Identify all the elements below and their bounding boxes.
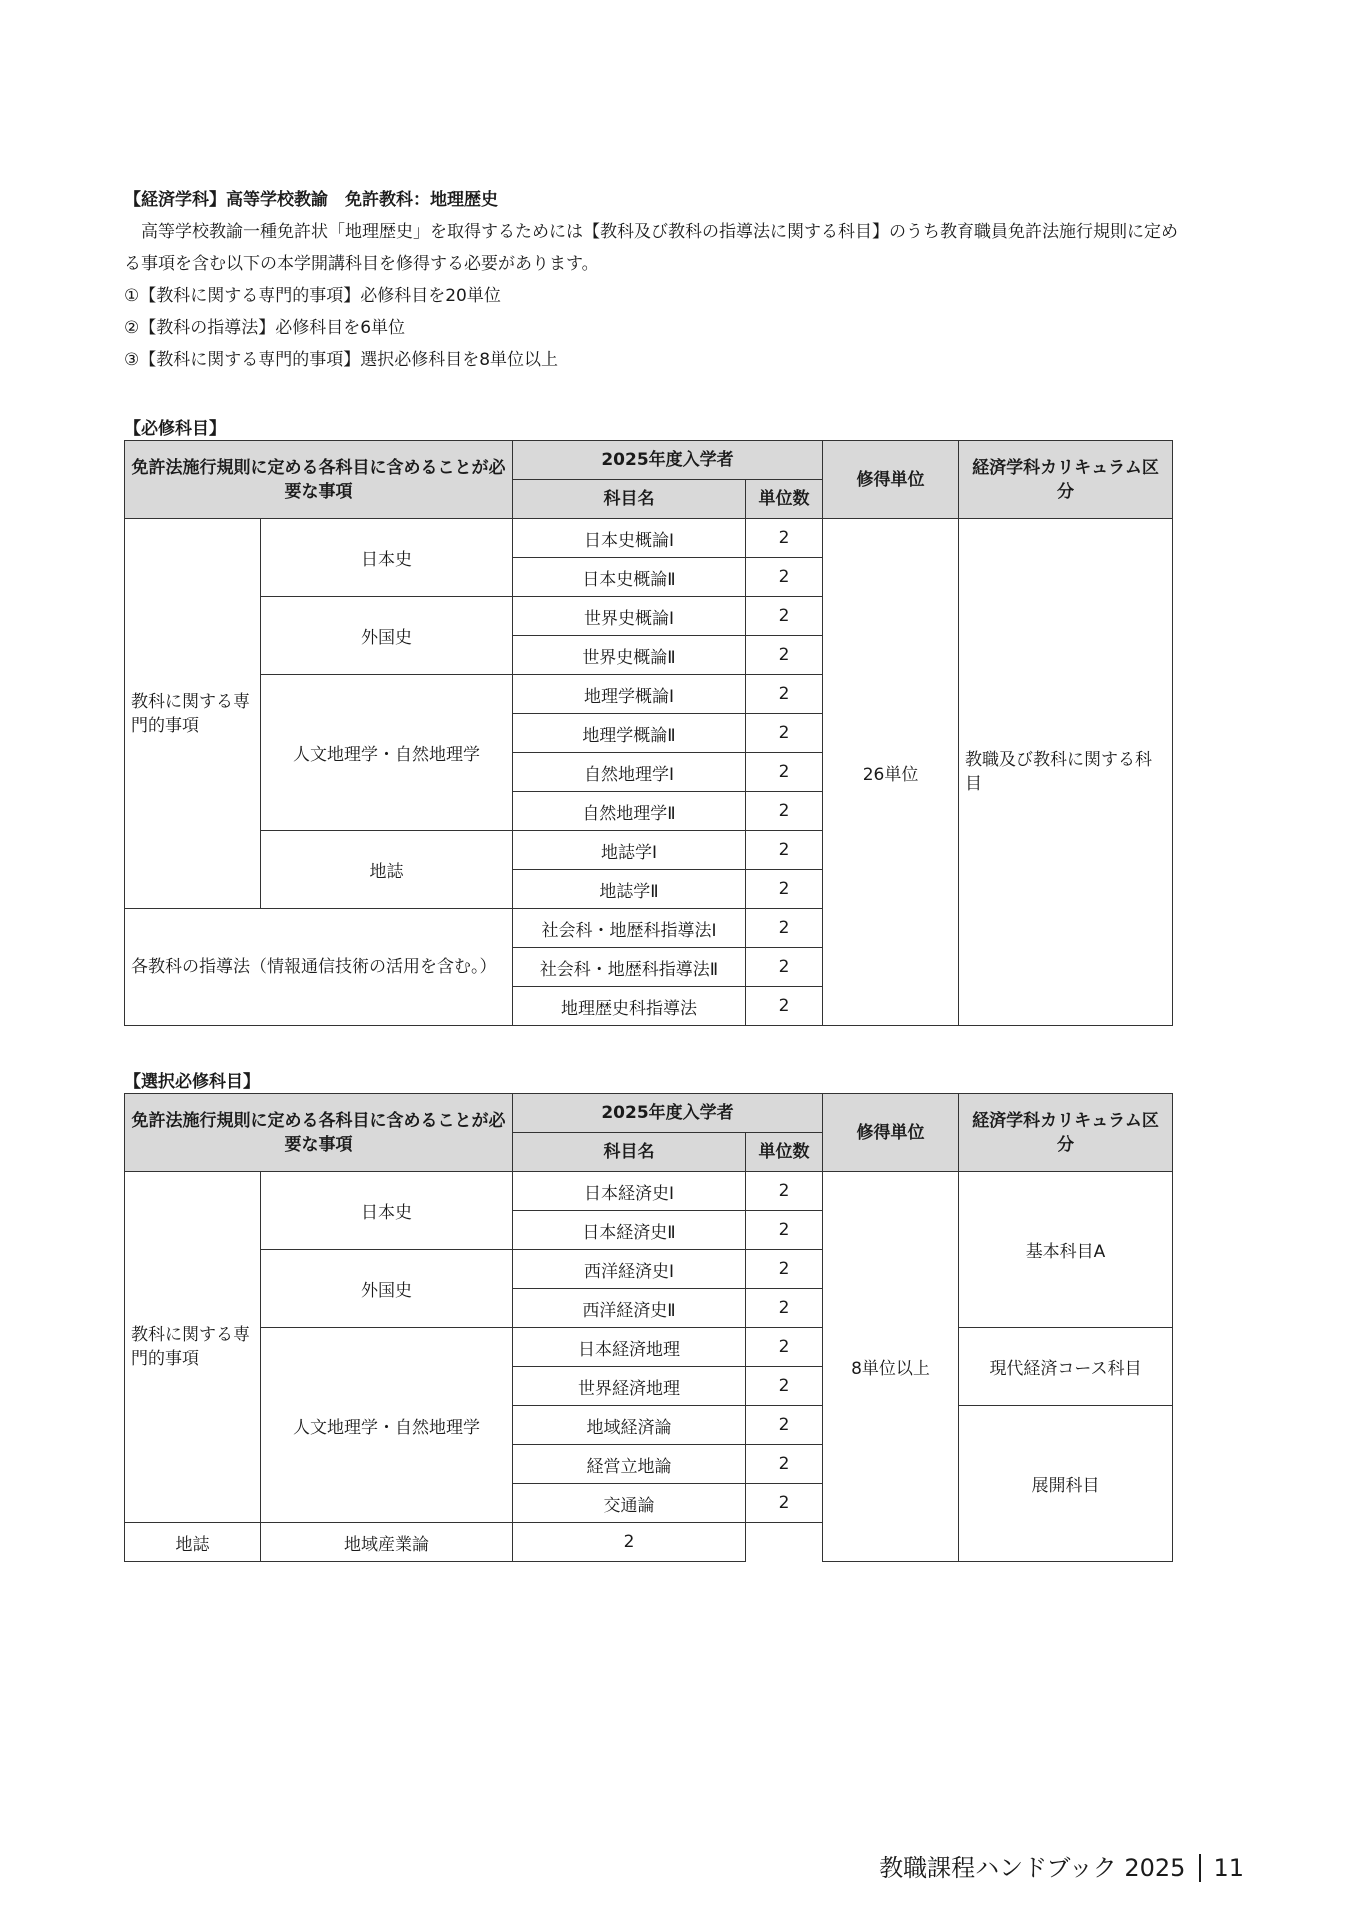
subject-credit: 2 xyxy=(746,1367,823,1406)
subject-credit: 2 xyxy=(746,1250,823,1289)
subject-credit: 2 xyxy=(746,792,823,831)
requirement-item: ②【教科の指導法】必修科目を6単位 xyxy=(124,318,406,338)
subject-credit: 2 xyxy=(746,714,823,753)
subject-name: 地域産業論 xyxy=(261,1523,513,1562)
acquired-cell: 26単位 xyxy=(823,519,959,1026)
required-label: 【必修科目】 xyxy=(124,419,226,439)
intro-paragraph: 高等学校教諭一種免許状「地理歴史」を取得するためには【教科及び教科の指導法に関する科目】のうち教育職員免許法施行規則に定める事項を含む以下の本学開講科目を修得する必要があります。 xyxy=(124,222,1178,274)
subject-name: 日本経済史Ⅰ xyxy=(513,1172,746,1211)
header-acquired: 修得単位 xyxy=(823,1094,959,1172)
subject-credit: 2 xyxy=(746,1406,823,1445)
header-matter: 免許法施行規則に定める各科目に含めることが必要な事項 xyxy=(125,1094,513,1172)
subject-name: 日本経済地理 xyxy=(513,1328,746,1367)
subject-name: 社会科・地歴科指導法Ⅱ xyxy=(513,948,746,987)
header-credits: 単位数 xyxy=(746,480,823,519)
subject-name: 社会科・地歴科指導法Ⅰ xyxy=(513,909,746,948)
header-credits: 単位数 xyxy=(746,1133,823,1172)
subject-credit: 2 xyxy=(746,909,823,948)
subject-name: 自然地理学Ⅰ xyxy=(513,753,746,792)
header-acquired: 修得単位 xyxy=(823,441,959,519)
subject-name: 地誌学Ⅱ xyxy=(513,870,746,909)
header-subject-name: 科目名 xyxy=(513,1133,746,1172)
subject-credit: 2 xyxy=(746,831,823,870)
subject-credit: 2 xyxy=(746,558,823,597)
intro-section xyxy=(124,184,1184,376)
curriculum-cell: 教職及び教科に関する科目 xyxy=(959,519,1173,1026)
group-cell: 人文地理学・自然地理学 xyxy=(261,675,513,831)
subject-name: 日本史概論Ⅱ xyxy=(513,558,746,597)
subject-credit: 2 xyxy=(746,870,823,909)
group-cell: 人文地理学・自然地理学 xyxy=(261,1328,513,1523)
subject-credit: 2 xyxy=(746,1289,823,1328)
group-cell: 地誌 xyxy=(125,1523,261,1562)
subject-credit: 2 xyxy=(746,597,823,636)
curriculum-cell: 展開科目 xyxy=(959,1406,1173,1562)
header-subject-name: 科目名 xyxy=(513,480,746,519)
subject-name: 地理学概論Ⅰ xyxy=(513,675,746,714)
subject-credit: 2 xyxy=(746,948,823,987)
subject-credit: 2 xyxy=(746,636,823,675)
elective-table xyxy=(124,1093,1173,1562)
subject-credit: 2 xyxy=(746,1328,823,1367)
requirement-item: ③【教科に関する専門的事項】選択必修科目を8単位以上 xyxy=(124,350,559,370)
subject-name: 日本史概論Ⅰ xyxy=(513,519,746,558)
section-heading: 【経済学科】高等学校教諭 免許教科：地理歴史 xyxy=(124,190,498,210)
group-cell: 地誌 xyxy=(261,831,513,909)
header-year: 2025年度入学者 xyxy=(513,1094,823,1133)
subject-name: 世界経済地理 xyxy=(513,1367,746,1406)
footer-title: 教職課程ハンドブック 2025 xyxy=(879,1854,1186,1882)
page-footer xyxy=(879,1848,1244,1883)
subject-name: 日本経済史Ⅱ xyxy=(513,1211,746,1250)
page-number: 11 xyxy=(1199,1854,1244,1882)
subject-credit: 2 xyxy=(513,1523,746,1562)
area-cell: 教科に関する専門的事項 xyxy=(125,519,261,909)
subject-name: 西洋経済史Ⅱ xyxy=(513,1289,746,1328)
subject-name: 地理学概論Ⅱ xyxy=(513,714,746,753)
method-cell: 各教科の指導法（情報通信技術の活用を含む。） xyxy=(125,909,513,1026)
subject-name: 西洋経済史Ⅰ xyxy=(513,1250,746,1289)
header-curriculum: 経済学科カリキュラム区分 xyxy=(959,441,1173,519)
subject-credit: 2 xyxy=(746,1172,823,1211)
curriculum-cell: 基本科目A xyxy=(959,1172,1173,1328)
subject-credit: 2 xyxy=(746,987,823,1026)
curriculum-cell: 現代経済コース科目 xyxy=(959,1328,1173,1406)
elective-label: 【選択必修科目】 xyxy=(124,1072,260,1092)
header-curriculum: 経済学科カリキュラム区分 xyxy=(959,1094,1173,1172)
subject-credit: 2 xyxy=(746,675,823,714)
group-cell: 日本史 xyxy=(261,519,513,597)
requirement-item: ①【教科に関する専門的事項】必修科目を20単位 xyxy=(124,286,501,306)
group-cell: 外国史 xyxy=(261,597,513,675)
subject-name: 世界史概論Ⅰ xyxy=(513,597,746,636)
subject-name: 世界史概論Ⅱ xyxy=(513,636,746,675)
subject-name: 地誌学Ⅰ xyxy=(513,831,746,870)
subject-credit: 2 xyxy=(746,753,823,792)
subject-credit: 2 xyxy=(746,1211,823,1250)
header-matter: 免許法施行規則に定める各科目に含めることが必要な事項 xyxy=(125,441,513,519)
subject-name: 地理歴史科指導法 xyxy=(513,987,746,1026)
header-year: 2025年度入学者 xyxy=(513,441,823,480)
subject-credit: 2 xyxy=(746,519,823,558)
subject-name: 交通論 xyxy=(513,1484,746,1523)
acquired-cell: 8単位以上 xyxy=(823,1172,959,1562)
group-cell: 日本史 xyxy=(261,1172,513,1250)
subject-credit: 2 xyxy=(746,1445,823,1484)
area-cell: 教科に関する専門的事項 xyxy=(125,1172,261,1523)
subject-name: 自然地理学Ⅱ xyxy=(513,792,746,831)
subject-name: 経営立地論 xyxy=(513,1445,746,1484)
required-table xyxy=(124,440,1173,1026)
subject-name: 地域経済論 xyxy=(513,1406,746,1445)
group-cell: 外国史 xyxy=(261,1250,513,1328)
subject-credit: 2 xyxy=(746,1484,823,1523)
